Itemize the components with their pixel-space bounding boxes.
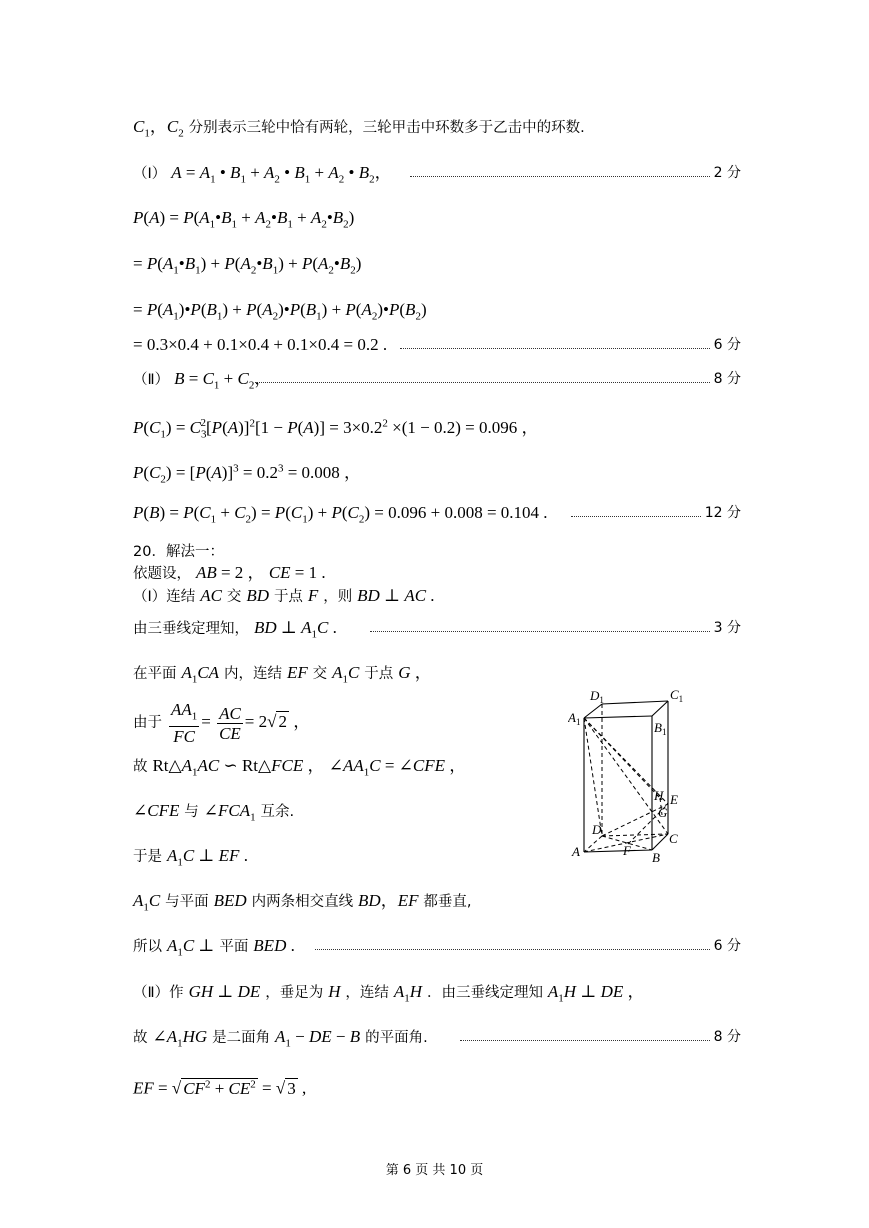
section-20-part-ii: （Ⅱ）作 GH ⊥ DE ，垂足为 H ，连结 $A_1H$ ．由三垂线定理知 $A_1H$ ⊥ DE ，: [133, 982, 645, 1005]
section-20-part-i: （Ⅰ）连结 AC 交 BD 于点 F ，则 BD ⊥ AC .: [133, 586, 435, 605]
section-20-dihedral: 故 $\angle A_1HG$ 是二面角 $A_1$ − DE − B 的平面角.: [133, 1027, 428, 1050]
score-12: 12 分: [571, 503, 741, 523]
section-20-three-perp: 由三垂线定理知， BD ⊥ $A_1C$ .: [133, 618, 337, 641]
score-8b: 8 分: [460, 1027, 741, 1047]
score-3: 3 分: [370, 618, 741, 638]
section-20-plane: 在平面 $A_1CA$ 内，连结 EF 交 $A_1C$ 于点 G ，: [133, 663, 432, 686]
text-line-9: $P(C_2) = [P(A)]^3 = 0.2^3 = 0.008$ ，: [133, 462, 362, 486]
text-line-6: = 0.3×0.4 + 0.1×0.4 + 0.1×0.4 = 0.2 .: [133, 335, 388, 354]
label-a1: $A_1$: [568, 710, 581, 727]
section-20-title: 20．解法一：: [133, 544, 224, 560]
text-line-2: （Ⅰ） $A = A_1$ • $B_1 + A_2$ • $B_1 + A_2$ • $B_2$，: [133, 163, 392, 186]
section-20-ef: EF = √ $CF^2 + CE^2$ = √ 3 ,: [133, 1078, 307, 1098]
page-footer: 第 6 页 共 10 页: [385, 1163, 484, 1178]
label-b1: $B_1$: [654, 720, 667, 737]
section-20-conclusion: 所以 $A_1C$ ⊥ 平面 BED .: [133, 936, 295, 959]
text-line-4: = $P(A_1•B_1)$ + $P(A_2•B_1)$ + $P(A_2•B_2)$: [133, 254, 362, 277]
label-d1: $D_1$: [590, 688, 604, 705]
score-6b: 6 分: [315, 936, 741, 956]
label-f: F: [623, 843, 631, 858]
label-b: B: [652, 850, 660, 864]
text-line-5: = $P(A_1)•P(B_1)$ + $P(A_2)•P(B_1)$ + $P(A_2)•P(B_2)$: [133, 300, 427, 323]
prism-figure: [568, 686, 698, 864]
label-d: D: [592, 822, 602, 837]
text-line-1: $C_1$，$C_2$ 分别表示三轮中恰有两轮，三轮甲击中环数多于乙击中的环数.: [133, 117, 585, 140]
section-20-perp-lines: $A_1C$ 与平面 BED 内两条相交直线 BD，EF 都垂直,: [133, 891, 472, 914]
section-20-complement: ∠CFE 与 $\angle FCA_1$ 互余.: [133, 801, 295, 824]
score-2: 2 分: [410, 163, 741, 183]
label-c: C: [669, 831, 678, 846]
text-line-7: （Ⅱ） $B = C_1 + C_2$，: [133, 369, 272, 392]
label-a: A: [572, 844, 580, 859]
label-c1: $C_1$: [670, 687, 684, 704]
label-h: H: [654, 788, 664, 803]
section-20-condition: 依题设， AB = 2 ， CE = 1 .: [133, 563, 326, 582]
text-line-8: $P(C_1) = C_3^2[P(A)]^2[1 - P(A)] = 3\times 0.2^2 \times(1 - 0.2) = 0.096$ ，: [133, 417, 539, 441]
section-20-ratio: 由于 $\frac{AA_1}{FC}$ = $\frac{AC}{CE}$ = 2√ 2 ，: [133, 700, 311, 747]
section-20-similar: 故 $Rt\triangle A_1AC$ ∽ Rt△FCE ， $\angle AA_1C$ = ∠CFE ，: [133, 756, 467, 779]
text-line-10: $P(B) = P(C_1 + C_2) = P(C_1) + P(C_2) = 0.096 + 0.008 = 0.104$ .: [133, 503, 548, 526]
text-line-3: $P(A) = P(A_1•B_1$ + $A_2•B_1$ + $A_2•B_2$): [133, 208, 355, 231]
label-e: E: [670, 792, 678, 807]
score-6a: 6 分: [400, 335, 741, 355]
score-8a: 8 分: [255, 369, 741, 389]
label-g: G: [658, 805, 668, 820]
section-20-then: 于是 $A_1C$ ⊥ EF .: [133, 846, 248, 869]
